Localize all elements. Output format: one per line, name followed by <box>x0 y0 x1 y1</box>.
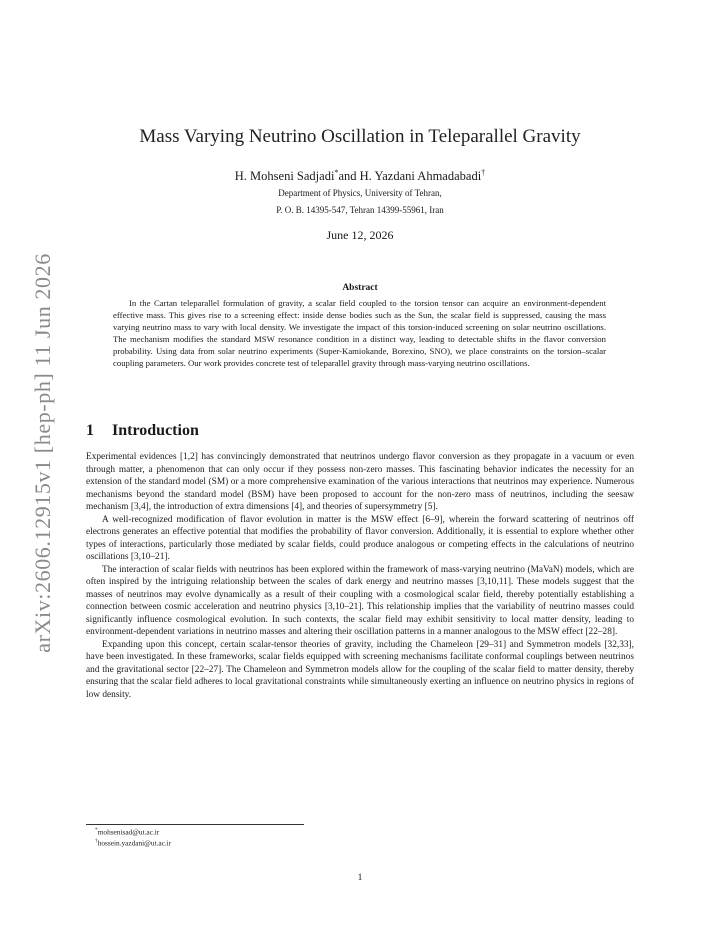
section-number: 1 <box>86 422 94 439</box>
footnote-2-mark: † <box>95 838 98 844</box>
footnote-1 <box>95 827 159 836</box>
paper-title: Mass Varying Neutrino Oscillation in Teleparallel Gravity <box>139 126 581 147</box>
footnote-2-email[interactable]: hossein.yazdani@ut.ac.ir <box>97 838 172 848</box>
arxiv-stamp <box>8 253 78 653</box>
author-1: H. Mohseni Sadjadi <box>234 169 335 184</box>
body-paragraph-2: A well-recognized modification of flavor evolution in matter is the MSW effect [6–9], wherein the forward scattering of neutrinos off electrons generates an effective potential that modifies the probability of flavor conversion. Additionally, it is essential to explore whether other types of interactions, particularly those mediated by scalar fields, could produce analogous or competing effects in the calculations of neutrino oscillations [3,10–21]. <box>86 514 634 562</box>
author-2-footnote-mark: † <box>481 168 486 177</box>
body-paragraph-3: The interaction of scalar fields with neutrinos has been explored within the framework of mass-varying neutrino (MaVaN) models, which are often inspired by the intriguing relationship between the scales of dark energy and neutrino masses [3,10,11]. These models suggest that the masses of neutrinos may evolve dynamically as a result of their coupling with a cosmological scalar field, thereby potentially establishing a connection between cosmic acceleration and neutrino physics [3,10–21]. This relationship implies that the variability of neutrino masses could significantly influence cosmological evolution. In such contexts, the scalar field may exhibit sensitivity to local matter density, leading to environment-dependent variations in neutrino masses and altering their oscillation patterns in a manner analogous to the MSW effect [22–28]. <box>86 564 634 637</box>
footnote-1-email[interactable]: mohsenisad@ut.ac.ir <box>97 827 160 837</box>
footnote-1-mark: * <box>95 827 98 833</box>
author-line <box>86 168 634 184</box>
author-2: and H. Yazdani Ahmadabadi <box>338 169 482 184</box>
footnote-rule <box>86 824 304 825</box>
body-paragraph-1: Experimental evidences [1,2] has convincingly demonstrated that neutrinos undergo flavor conversion as they propagate in a vacuum or even through matter, a phenomenon that can only occur if they possess non-zero masses. This fascinating behavior indicates the necessity for an extension of the standard model (SM) or a more comprehensive examination of the various interactions that neutrinos may experience. Numerous mechanisms beyond the standard model (BSM) have been proposed to account for the non-zero mass of neutrinos, including the seesaw mechanism [3,4], the introduction of extra dimensions [4], and theories of supersymmetry [5]. <box>86 452 634 512</box>
section-heading <box>86 422 199 440</box>
section-body <box>86 451 634 701</box>
arxiv-identifier: arXiv:2606.12915v1 [hep-ph] 11 Jun 2026 <box>30 253 55 653</box>
footnote-2 <box>95 838 171 847</box>
abstract-text: In the Cartan teleparallel formulation of gravity, a scalar field coupled to the torsion tensor can acquire an environment-dependent effective mass. This gives rise to a screening effect: inside dense bodies such as the Sun, the scalar field is suppressed, causing the mass varying neutrino mass to vary with local density. We investigate the impact of this torsion-induced screening on solar neutrino oscillations. The mechanism modifies the standard MSW resonance condition in a distinct way, leading to detectable shifts in the flavor conversion probability. Using data from solar neutrino experiments (Super-Kamiokande, Borexino, SNO), we place constraints on the torsion–scalar coupling parameters. Our work provides concrete test of teleparallel gravity through mass-varying neutrino oscillations. <box>113 298 606 369</box>
affiliation-line-2: P. O. B. 14395-547, Tehran 14399-55961, Iran <box>276 205 444 215</box>
author-1-footnote-mark: * <box>334 168 339 177</box>
paper-date: June 12, 2026 <box>326 228 394 242</box>
abstract-heading: Abstract <box>342 283 378 293</box>
section-title: Introduction <box>112 422 199 439</box>
affiliation-line-1: Department of Physics, University of Tehran, <box>278 188 442 198</box>
page-number: 1 <box>357 873 363 883</box>
body-paragraph-4: Expanding upon this concept, certain scalar-tensor theories of gravity, including the Chameleon [29–31] and Symmetron models [32,33], have been investigated. In these frameworks, scalar fields equipped with screening mechanisms facilitate conformal couplings between neutrinos and the gravitational sector [22–27]. The Chameleon and Symmetron models allow for the coupling of the scalar field to matter density, thereby ensuring that the scalar field adheres to local gravitational constraints while simultaneously exerting an influence on neutrino physics in regions of low density. <box>86 639 634 700</box>
